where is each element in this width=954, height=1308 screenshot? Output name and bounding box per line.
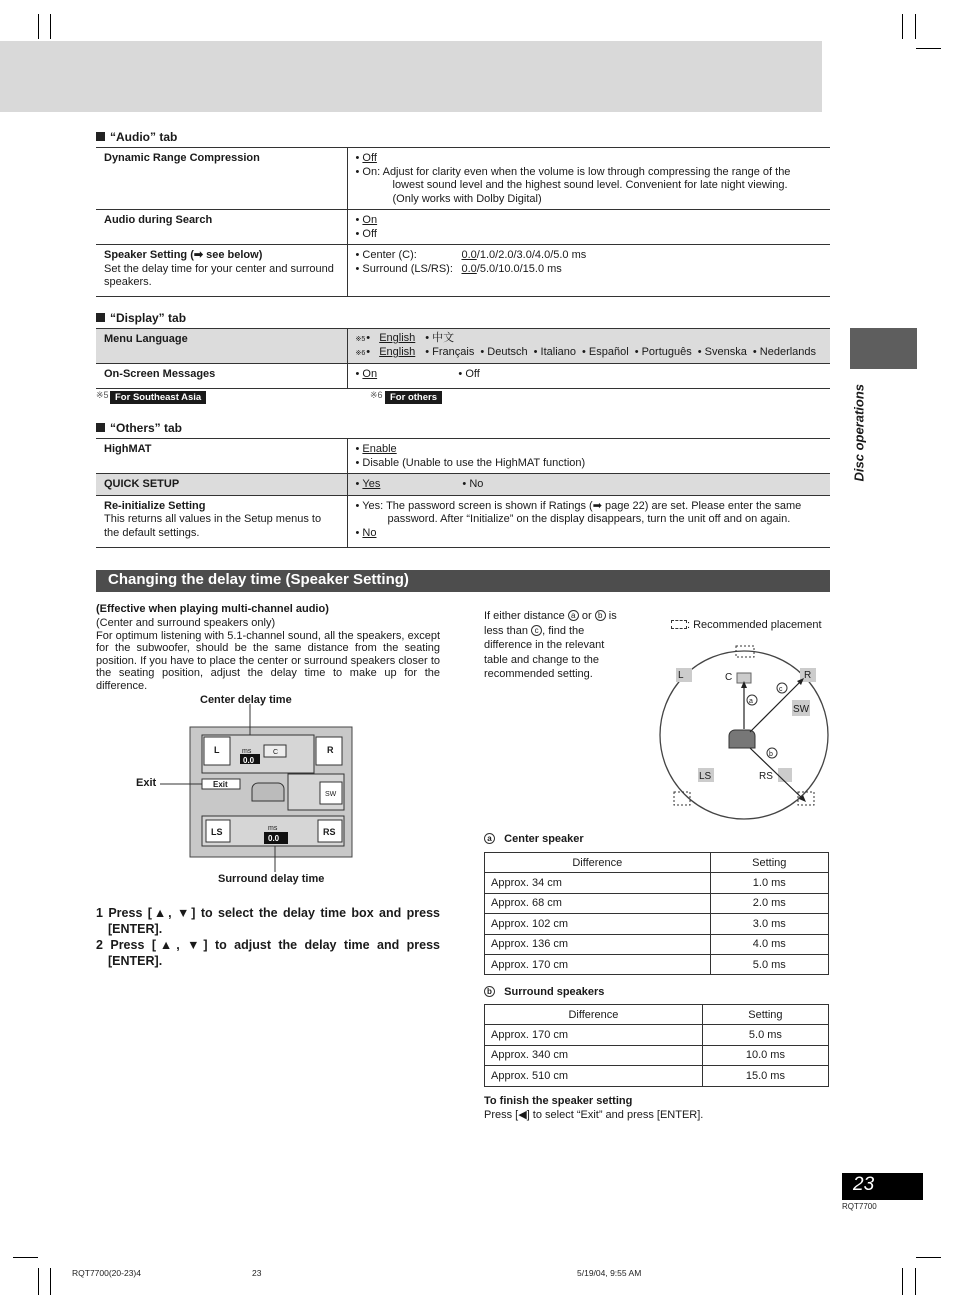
footer-middle: 23: [252, 1268, 262, 1278]
page-number: 23: [842, 1173, 923, 1200]
section-title: Changing the delay time (Speaker Setting): [96, 570, 830, 592]
svg-text:C: C: [725, 672, 733, 683]
svg-text:ms: ms: [268, 825, 278, 832]
crop-mark: [902, 14, 903, 39]
crop-mark: [916, 1257, 941, 1258]
finish-text: Press [◀] to select “Exit” and press [ENTER].: [484, 1109, 704, 1121]
svg-text:SW: SW: [325, 791, 337, 798]
svg-text:LS: LS: [699, 771, 712, 782]
center-only-note: (Center and surround speakers only): [96, 617, 276, 629]
crop-mark: [38, 14, 39, 39]
svg-text:LS: LS: [211, 827, 223, 837]
crop-mark: [915, 14, 916, 39]
center-table-title: a Center speaker: [484, 833, 584, 845]
svg-text:SW: SW: [793, 704, 810, 715]
crop-mark: [13, 1257, 38, 1258]
crop-mark: [50, 14, 51, 39]
placement-legend: : Recommended placement: [671, 619, 822, 631]
steps: 1 Press [▲, ▼] to select the delay time box and press [ENTER]. 2 Press [▲, ▼] to adjust the delay time and press [ENTER].: [96, 906, 440, 968]
svg-text:0.0: 0.0: [243, 756, 255, 765]
room-layout-diagram: [640, 640, 840, 830]
svg-text:a: a: [749, 698, 753, 705]
speaker-setting-diagram: [130, 690, 360, 890]
side-label: Disc operations: [851, 383, 867, 482]
svg-text:L: L: [678, 670, 684, 681]
crop-mark: [916, 48, 941, 49]
svg-text:L: L: [214, 745, 220, 755]
crop-mark: [50, 1268, 51, 1295]
note-6-mark: ※6: [370, 390, 383, 400]
display-tab-heading: “Display” tab: [96, 311, 186, 325]
note-6-badge: For others: [385, 391, 442, 404]
header-band: [0, 41, 822, 112]
svg-text:R: R: [804, 670, 812, 681]
audio-table: Dynamic Range Compression • Off • On: Adjust for clarity even when the volume is low through compressing the range of the lowest sound level and the highest sound level. Convenient for late night viewing. (Only works with Dolby Digital) Audio during Search • On • Off Speaker Setting (➡ see below) Set the delay time for your center and surround speakers. • Center (C): 0.0/1.0/2.0/3.0/4.0/5.0 ms • Surround (LS/RS): 0.0/5.0/10.0/15.0 ms: [96, 147, 830, 297]
surround-table-title: b Surround speakers: [484, 986, 604, 998]
difference-instructions: If either distance a or b is less than c , find the difference in the relevant table and change to the recommended setting.: [484, 610, 617, 680]
note-5-badge: For Southeast Asia: [110, 391, 206, 404]
audio-tab-heading: “Audio” tab: [96, 130, 177, 144]
others-table: HighMAT • Enable • Disable (Unable to use the HighMAT function) QUICK SETUP • Yes • No Re-initialize Setting This returns all values in the Setup menus to the default settings. • Yes: The password screen is shown if Ratings (➡ page 22) are set. Please enter the same password. After “Initialize” on the display disappears, turn the unit off and on again. • No: [96, 438, 830, 548]
surround-delay-label: Surround delay time: [218, 873, 325, 885]
svg-text:c: c: [779, 686, 783, 693]
svg-text:RS: RS: [759, 771, 773, 782]
effective-note: (Effective when playing multi-channel audio): [96, 603, 329, 615]
svg-text:R: R: [327, 745, 334, 755]
svg-text:C: C: [273, 749, 279, 756]
note-5-mark: ※5: [96, 390, 109, 400]
intro-paragraph: For optimum listening with 5.1-channel sound, all the speakers, except for the subwoofer, should be the same distance from the seating position. If you have to place the center or surround speakers closer to the seating position, adjust the delay time to make up for the difference.: [96, 630, 440, 692]
center-delay-label: Center delay time: [200, 694, 292, 706]
others-tab-heading: “Others” tab: [96, 421, 182, 435]
crop-mark: [902, 1268, 903, 1295]
exit-button: Exit: [213, 780, 228, 789]
finish-title: To finish the speaker setting: [484, 1095, 633, 1107]
model-code: RQT7700: [842, 1202, 877, 1211]
footer-right: 5/19/04, 9:55 AM: [577, 1268, 642, 1278]
side-tab: [850, 328, 917, 369]
exit-label: Exit: [136, 777, 157, 789]
svg-text:0.0: 0.0: [268, 834, 280, 843]
display-table: Menu Language ※5• English • 中文 ※6• English • Français • Deutsch • Italiano • Español • Português • Svenska • Nederlands On-Screen Messages • On • Off: [96, 328, 830, 389]
crop-mark: [38, 1268, 39, 1295]
footer-left: RQT7700(20-23)4: [72, 1268, 141, 1278]
svg-text:RS: RS: [323, 827, 336, 837]
svg-text:ms: ms: [242, 748, 252, 755]
crop-mark: [915, 1268, 916, 1295]
center-speaker-table: Difference Setting Approx. 34 cm 1.0 ms Approx. 68 cm 2.0 ms Approx. 102 cm 3.0 ms Approx. 136 cm 4.0 ms Approx. 170 cm 5.0 ms: [484, 852, 829, 975]
svg-text:b: b: [769, 751, 773, 758]
surround-speaker-table: Difference Setting Approx. 170 cm 5.0 ms Approx. 340 cm 10.0 ms Approx. 510 cm 15.0 ms: [484, 1004, 829, 1087]
